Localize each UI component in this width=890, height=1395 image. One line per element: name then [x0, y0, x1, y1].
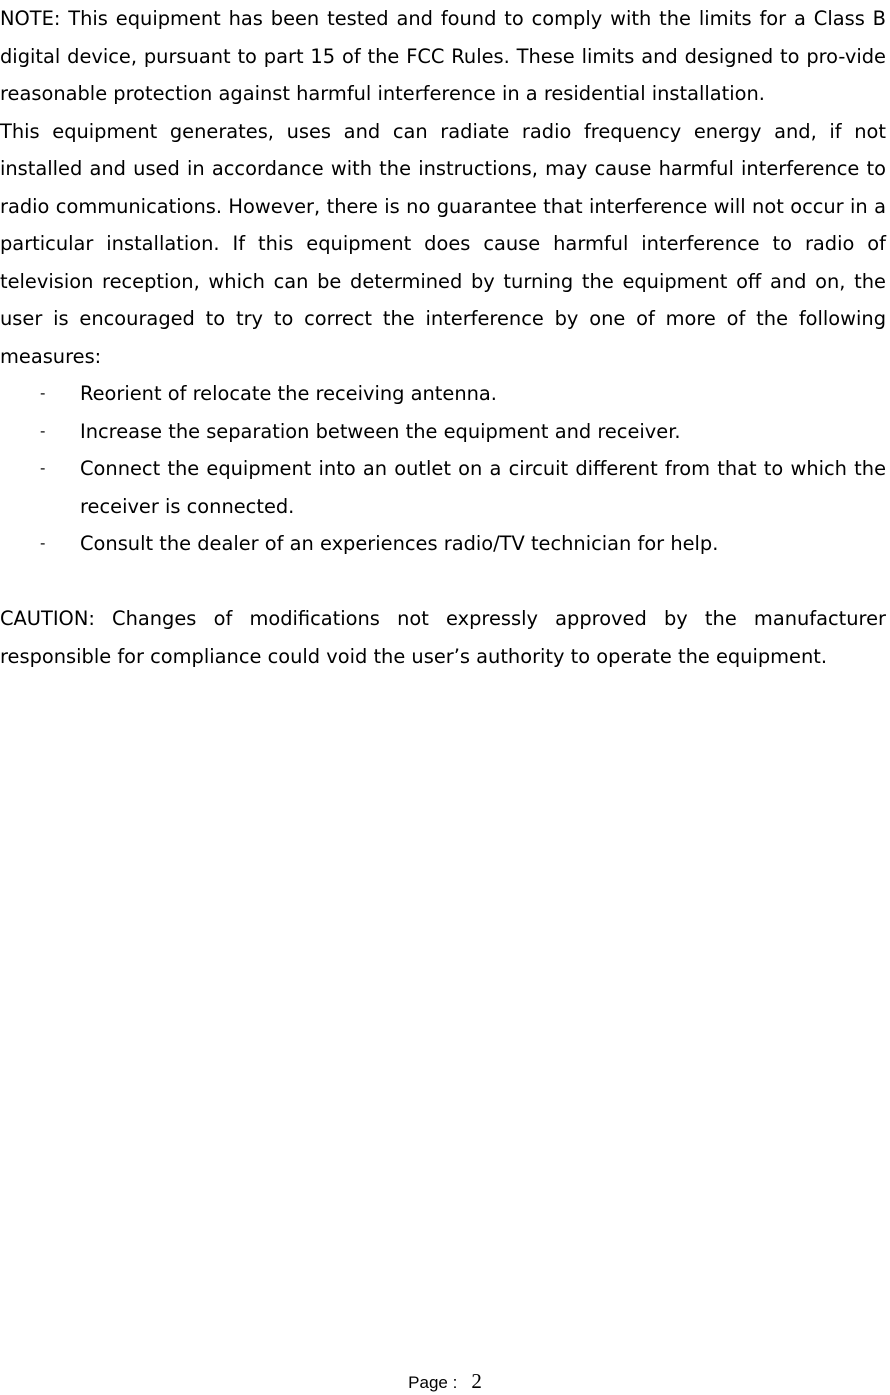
list-item [0, 375, 886, 413]
list-item-text: Consult the dealer of an experiences radio/TV technician for help. [80, 532, 719, 555]
document-body [0, 0, 886, 675]
caution-paragraph: CAUTION: Changes of modifications not expressly approved by the manufacturer responsible for compliance could void the user’s authority to operate the equipment. [0, 607, 886, 668]
dash-bullet: - [40, 534, 46, 552]
list-item [0, 525, 886, 563]
dash-bullet: - [40, 459, 46, 477]
page-number: 2 [471, 1369, 482, 1393]
dash-bullet: - [40, 421, 46, 440]
page-label: Page : [408, 1373, 458, 1392]
list-item [0, 450, 886, 525]
interference-paragraph: This equipment generates, uses and can radiate radio frequency energy and, if not installed and used in accordance with the instructions, may cause harmful interference to radio communications. However, there is no guarantee that interference will not occur in a particular installation. If this equipment does cause harmful interference to radio of television reception, which can be determined by turning the equipment off and on, the user is encouraged to try to correct the interference by one of more of the following measures: [0, 119, 886, 368]
list-item-text: Increase the separation between the equipment and receiver. [80, 419, 681, 443]
fcc-note-paragraph: NOTE: This equipment has been tested and found to comply with the limits for a Class B digital device, pursuant to part 15 of the FCC Rules. These limits and designed to pro-vide reasonable protection against harmful interference in a residential installation. [0, 7, 886, 105]
list-item [0, 413, 886, 451]
list-item-text: Connect the equipment into an outlet on a circuit different from that to which the receiver is connected. [80, 457, 886, 518]
list-item-text: Reorient of relocate the receiving antenna. [80, 382, 497, 405]
measures-list [0, 375, 886, 563]
page-footer [0, 1369, 890, 1395]
dash-bullet: - [40, 384, 46, 402]
paragraph-spacer [0, 563, 886, 601]
